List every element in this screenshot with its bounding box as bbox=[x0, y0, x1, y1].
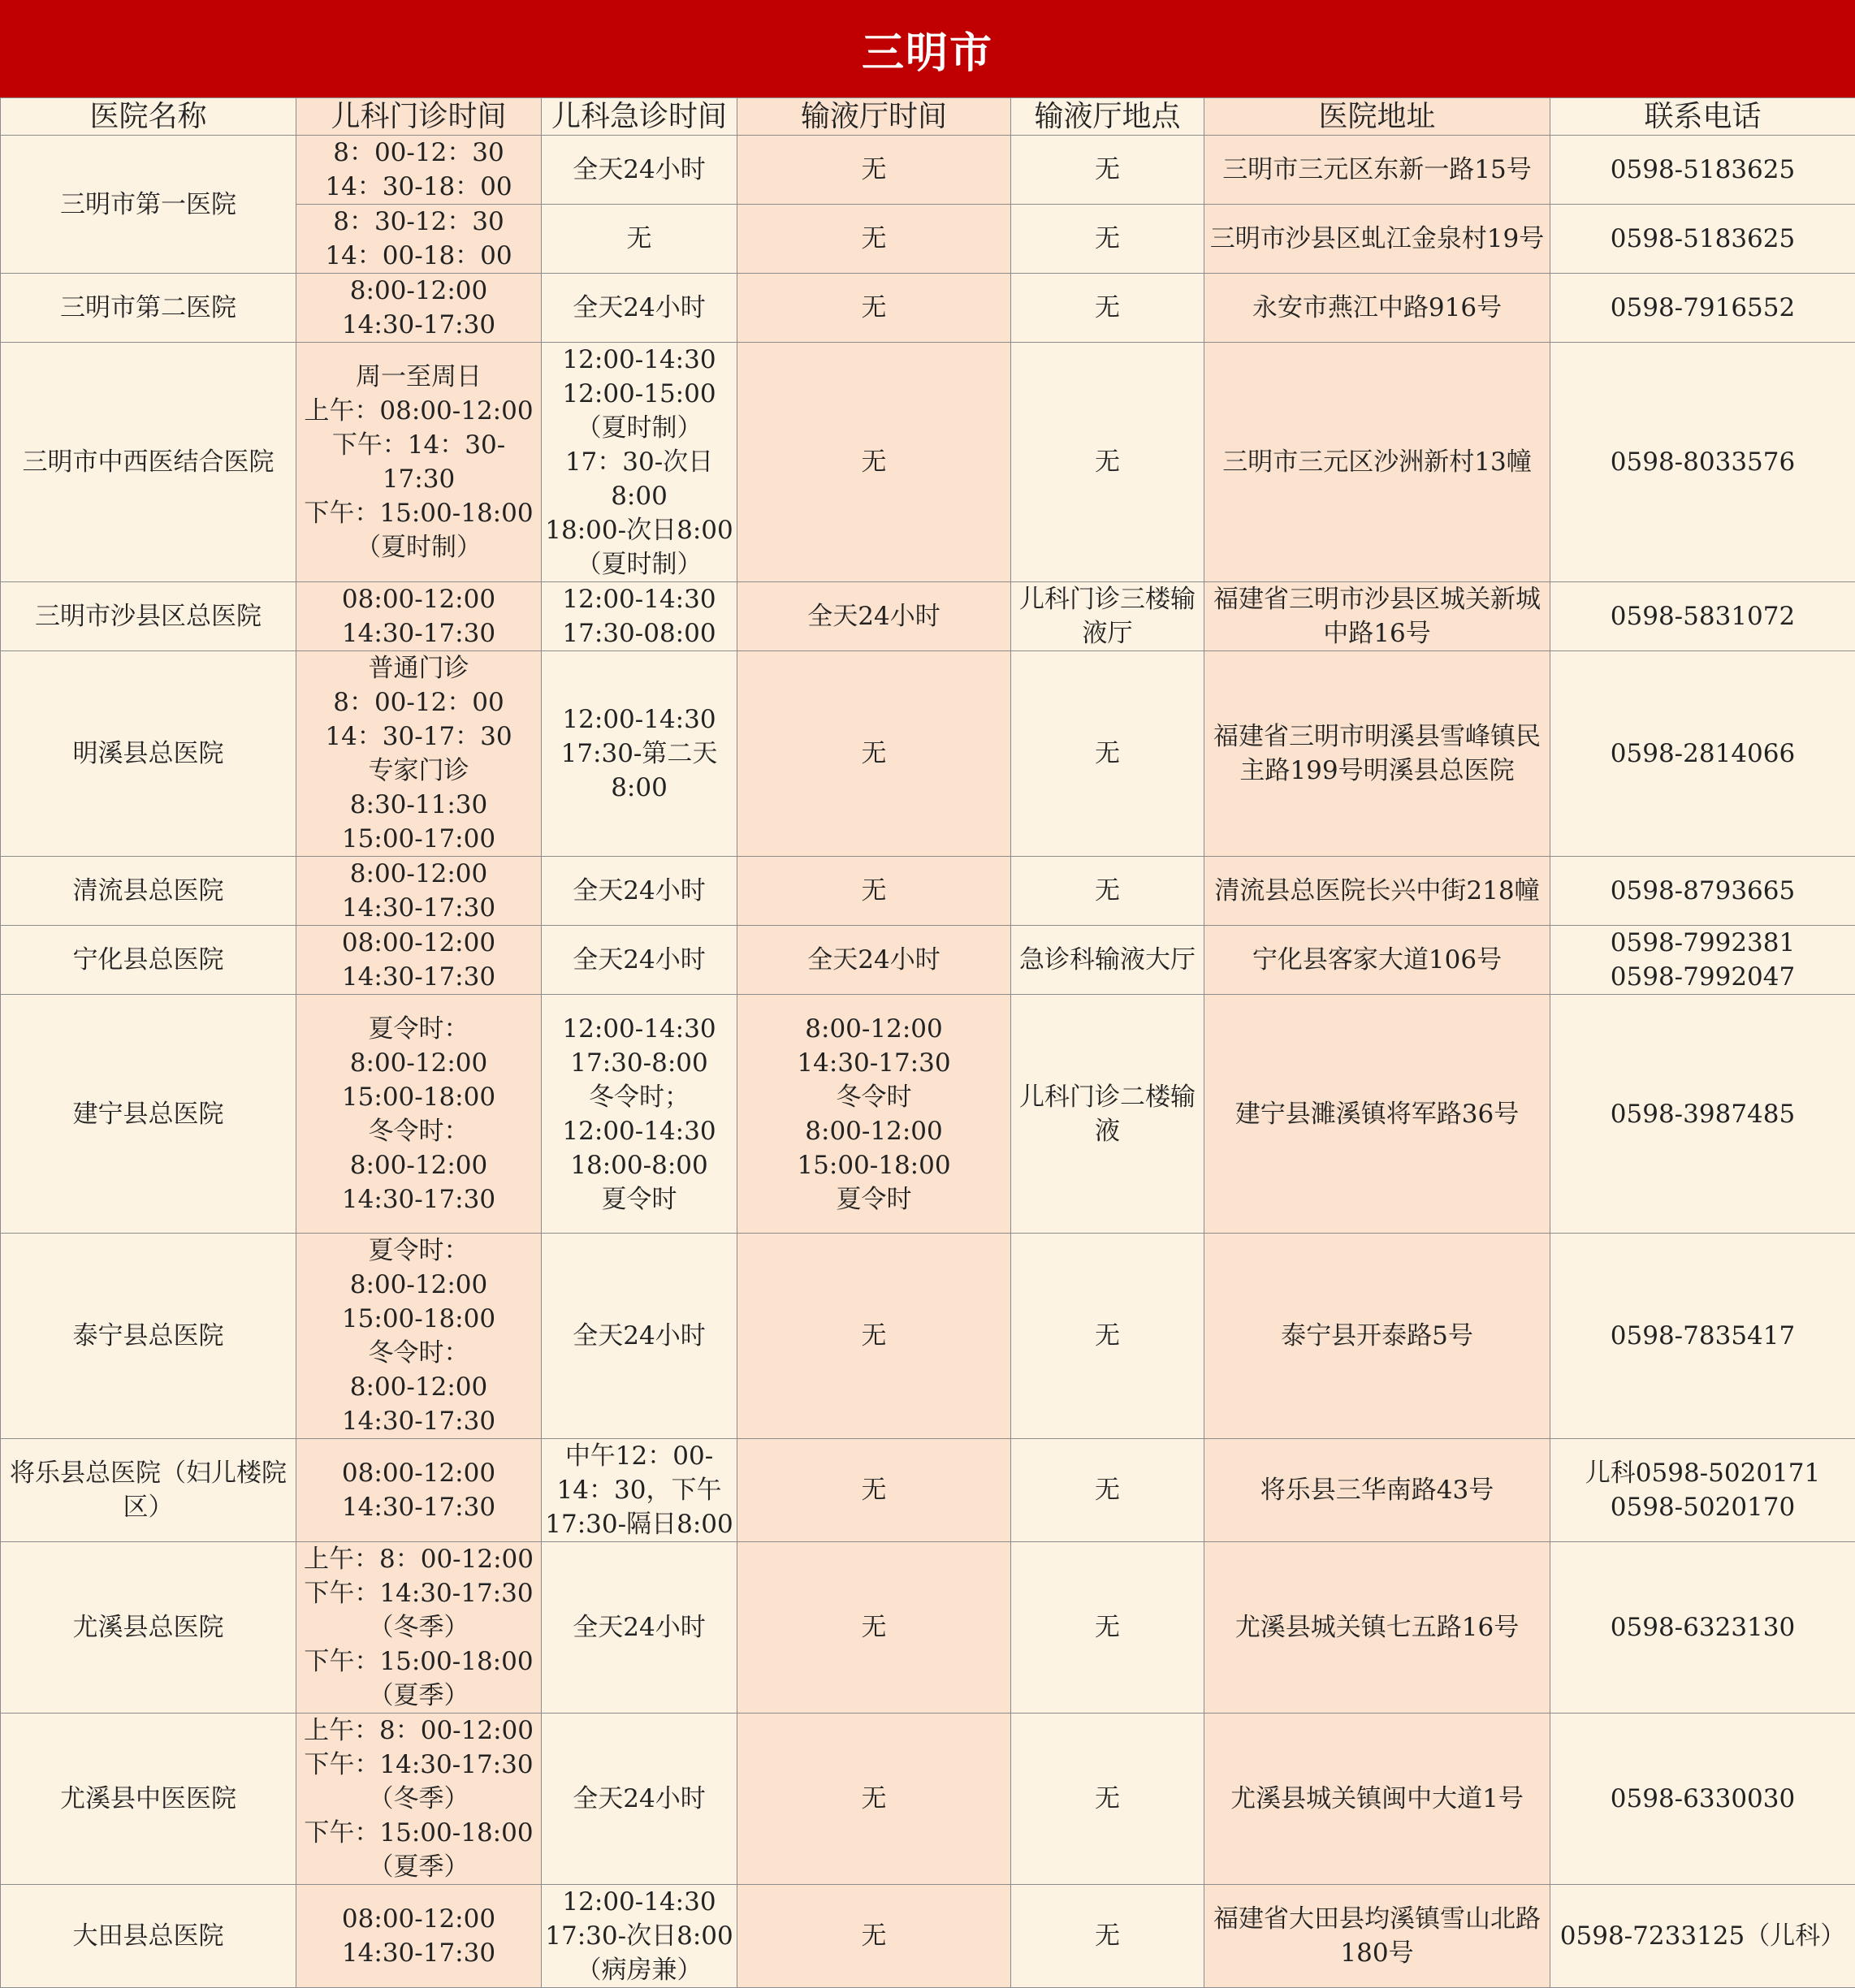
emergency-time-cell: 12:00-14:30 17:30-第二天 8:00 bbox=[542, 651, 737, 857]
phone-cell: 0598-5183625 bbox=[1550, 205, 1855, 274]
address-cell: 泰宁县开泰路5号 bbox=[1204, 1234, 1550, 1439]
table-row bbox=[1, 857, 1855, 926]
emergency-time-cell: 12:00-14:30 17:30-08:00 bbox=[542, 582, 737, 651]
address-cell: 清流县总医院长兴中街218幢 bbox=[1204, 857, 1550, 926]
header-outpatient-time: 儿科门诊时间 bbox=[296, 98, 542, 136]
infusion-place-cell: 儿科门诊三楼输液厅 bbox=[1011, 582, 1204, 651]
infusion-time-cell: 无 bbox=[737, 136, 1011, 205]
infusion-time-cell: 无 bbox=[737, 1542, 1011, 1714]
infusion-time-cell: 无 bbox=[737, 1714, 1011, 1885]
emergency-time-cell: 中午12：00-14：30，下午17:30-隔日8:00 bbox=[542, 1439, 737, 1542]
table-row bbox=[1, 1234, 1855, 1439]
infusion-time-cell: 无 bbox=[737, 205, 1011, 274]
emergency-time-cell: 全天24小时 bbox=[542, 1714, 737, 1885]
infusion-time-cell: 全天24小时 bbox=[737, 582, 1011, 651]
infusion-time-cell: 8:00-12:00 14:30-17:30 冬令时 8:00-12:00 15:00-18:00 夏令时 bbox=[737, 995, 1011, 1234]
emergency-time-cell: 12:00-14:30 17:30-8:00 冬令时； 12:00-14:30 18:00-8:00 夏令时 bbox=[542, 995, 737, 1234]
phone-cell: 0598-7835417 bbox=[1550, 1234, 1855, 1439]
address-cell: 三明市沙县区虬江金泉村19号 bbox=[1204, 205, 1550, 274]
outpatient-time-cell: 8：30-12：30 14：00-18：00 bbox=[296, 205, 542, 274]
title-bar bbox=[0, 0, 1855, 97]
infusion-time-cell: 无 bbox=[737, 1885, 1011, 1988]
outpatient-time-cell: 8:00-12:00 14:30-17:30 bbox=[296, 274, 542, 343]
hospital-name-cell: 大田县总医院 bbox=[1, 1885, 296, 1988]
address-cell: 福建省三明市沙县区城关新城中路16号 bbox=[1204, 582, 1550, 651]
phone-cell: 0598-5183625 bbox=[1550, 136, 1855, 205]
phone-cell: 0598-6330030 bbox=[1550, 1714, 1855, 1885]
phone-cell: 0598-7916552 bbox=[1550, 274, 1855, 343]
outpatient-time-cell: 夏令时： 8:00-12:00 15:00-18:00 冬令时： 8:00-12:00 14:30-17:30 bbox=[296, 995, 542, 1234]
emergency-time-cell: 12:00-14:30 12:00-15:00 （夏时制） 17：30-次日 8:00 18:00-次日8:00 （夏时制） bbox=[542, 343, 737, 582]
outpatient-time-cell: 周一至周日 上午：08:00-12:00 下午：14：30-17:30 下午：15:00-18:00 （夏时制） bbox=[296, 343, 542, 582]
header-hospital-name: 医院名称 bbox=[1, 98, 296, 136]
outpatient-time-cell: 夏令时： 8:00-12:00 15:00-18:00 冬令时： 8:00-12:00 14:30-17:30 bbox=[296, 1234, 542, 1439]
infusion-place-cell: 儿科门诊二楼输液 bbox=[1011, 995, 1204, 1234]
infusion-place-cell: 无 bbox=[1011, 1885, 1204, 1988]
hospital-name-cell: 宁化县总医院 bbox=[1, 926, 296, 995]
table-row bbox=[1, 1542, 1855, 1714]
outpatient-time-cell: 08:00-12:00 14:30-17:30 bbox=[296, 582, 542, 651]
infusion-place-cell: 无 bbox=[1011, 1714, 1204, 1885]
header-infusion-time: 输液厅时间 bbox=[737, 98, 1011, 136]
hospital-name-cell: 三明市沙县区总医院 bbox=[1, 582, 296, 651]
emergency-time-cell: 全天24小时 bbox=[542, 857, 737, 926]
address-cell: 三明市三元区沙洲新村13幢 bbox=[1204, 343, 1550, 582]
page-title: 三明市 bbox=[862, 19, 993, 80]
infusion-place-cell: 无 bbox=[1011, 1542, 1204, 1714]
phone-cell: 0598-8793665 bbox=[1550, 857, 1855, 926]
table-row bbox=[1, 995, 1855, 1234]
outpatient-time-cell: 上午：8：00-12:00 下午：14:30-17:30 （冬季） 下午：15:00-18:00 （夏季） bbox=[296, 1542, 542, 1714]
address-cell: 永安市燕江中路916号 bbox=[1204, 274, 1550, 343]
address-cell: 尤溪县城关镇闽中大道1号 bbox=[1204, 1714, 1550, 1885]
table-row bbox=[1, 1714, 1855, 1885]
phone-cell: 0598-2814066 bbox=[1550, 651, 1855, 857]
hospital-table bbox=[0, 97, 1855, 1988]
header-emergency-time: 儿科急诊时间 bbox=[542, 98, 737, 136]
header-infusion-place: 输液厅地点 bbox=[1011, 98, 1204, 136]
address-cell: 将乐县三华南路43号 bbox=[1204, 1439, 1550, 1542]
hospital-name-cell: 三明市第一医院 bbox=[1, 136, 296, 274]
infusion-place-cell: 急诊科输液大厅 bbox=[1011, 926, 1204, 995]
hospital-name-cell: 明溪县总医院 bbox=[1, 651, 296, 857]
header-address: 医院地址 bbox=[1204, 98, 1550, 136]
phone-cell: 0598-8033576 bbox=[1550, 343, 1855, 582]
emergency-time-cell: 12:00-14:30 17:30-次日8:00 （病房兼） bbox=[542, 1885, 737, 1988]
hospital-name-cell: 清流县总医院 bbox=[1, 857, 296, 926]
infusion-time-cell: 无 bbox=[737, 343, 1011, 582]
emergency-time-cell: 全天24小时 bbox=[542, 926, 737, 995]
hospital-name-cell: 三明市中西医结合医院 bbox=[1, 343, 296, 582]
hospital-name-cell: 建宁县总医院 bbox=[1, 995, 296, 1234]
table-row bbox=[1, 582, 1855, 651]
address-cell: 尤溪县城关镇七五路16号 bbox=[1204, 1542, 1550, 1714]
header-phone: 联系电话 bbox=[1550, 98, 1855, 136]
infusion-place-cell: 无 bbox=[1011, 1234, 1204, 1439]
infusion-time-cell: 无 bbox=[737, 1439, 1011, 1542]
table-row bbox=[1, 343, 1855, 582]
infusion-place-cell: 无 bbox=[1011, 205, 1204, 274]
address-cell: 宁化县客家大道106号 bbox=[1204, 926, 1550, 995]
table-row bbox=[1, 1439, 1855, 1542]
infusion-place-cell: 无 bbox=[1011, 651, 1204, 857]
emergency-time-cell: 无 bbox=[542, 205, 737, 274]
outpatient-time-cell: 8：00-12：30 14：30-18：00 bbox=[296, 136, 542, 205]
address-cell: 建宁县濉溪镇将军路36号 bbox=[1204, 995, 1550, 1234]
phone-cell: 0598-5831072 bbox=[1550, 582, 1855, 651]
table-row bbox=[1, 1885, 1855, 1988]
outpatient-time-cell: 08:00-12:00 14:30-17:30 bbox=[296, 926, 542, 995]
outpatient-time-cell: 8:00-12:00 14:30-17:30 bbox=[296, 857, 542, 926]
address-cell: 福建省三明市明溪县雪峰镇民主路199号明溪县总医院 bbox=[1204, 651, 1550, 857]
phone-cell: 0598-7992381 0598-7992047 bbox=[1550, 926, 1855, 995]
infusion-time-cell: 无 bbox=[737, 1234, 1011, 1439]
phone-cell: 0598-6323130 bbox=[1550, 1542, 1855, 1714]
infusion-time-cell: 无 bbox=[737, 651, 1011, 857]
emergency-time-cell: 全天24小时 bbox=[542, 1542, 737, 1714]
outpatient-time-cell: 08:00-12:00 14:30-17:30 bbox=[296, 1439, 542, 1542]
outpatient-time-cell: 上午：8：00-12:00 下午：14:30-17:30 （冬季） 下午：15:00-18:00 （夏季） bbox=[296, 1714, 542, 1885]
hospital-name-cell: 尤溪县中医医院 bbox=[1, 1714, 296, 1885]
table-row bbox=[1, 926, 1855, 995]
address-cell: 福建省大田县均溪镇雪山北路180号 bbox=[1204, 1885, 1550, 1988]
hospital-name-cell: 将乐县总医院（妇儿楼院区） bbox=[1, 1439, 296, 1542]
header-row bbox=[1, 98, 1855, 136]
hospital-name-cell: 三明市第二医院 bbox=[1, 274, 296, 343]
infusion-time-cell: 无 bbox=[737, 857, 1011, 926]
outpatient-time-cell: 08:00-12:00 14:30-17:30 bbox=[296, 1885, 542, 1988]
hospital-name-cell: 泰宁县总医院 bbox=[1, 1234, 296, 1439]
infusion-time-cell: 全天24小时 bbox=[737, 926, 1011, 995]
outpatient-time-cell: 普通门诊 8：00-12：00 14：30-17：30 专家门诊 8:30-11:30 15:00-17:00 bbox=[296, 651, 542, 857]
emergency-time-cell: 全天24小时 bbox=[542, 1234, 737, 1439]
infusion-place-cell: 无 bbox=[1011, 274, 1204, 343]
hospital-name-cell: 尤溪县总医院 bbox=[1, 1542, 296, 1714]
infusion-place-cell: 无 bbox=[1011, 136, 1204, 205]
emergency-time-cell: 全天24小时 bbox=[542, 136, 737, 205]
infusion-place-cell: 无 bbox=[1011, 857, 1204, 926]
table-row bbox=[1, 274, 1855, 343]
table-row bbox=[1, 651, 1855, 857]
phone-cell: 儿科0598-5020171 0598-5020170 bbox=[1550, 1439, 1855, 1542]
table-row bbox=[1, 136, 1855, 205]
phone-cell: 0598-3987485 bbox=[1550, 995, 1855, 1234]
emergency-time-cell: 全天24小时 bbox=[542, 274, 737, 343]
infusion-place-cell: 无 bbox=[1011, 1439, 1204, 1542]
infusion-place-cell: 无 bbox=[1011, 343, 1204, 582]
infusion-time-cell: 无 bbox=[737, 274, 1011, 343]
address-cell: 三明市三元区东新一路15号 bbox=[1204, 136, 1550, 205]
phone-cell: 0598-7233125（儿科） bbox=[1550, 1885, 1855, 1988]
